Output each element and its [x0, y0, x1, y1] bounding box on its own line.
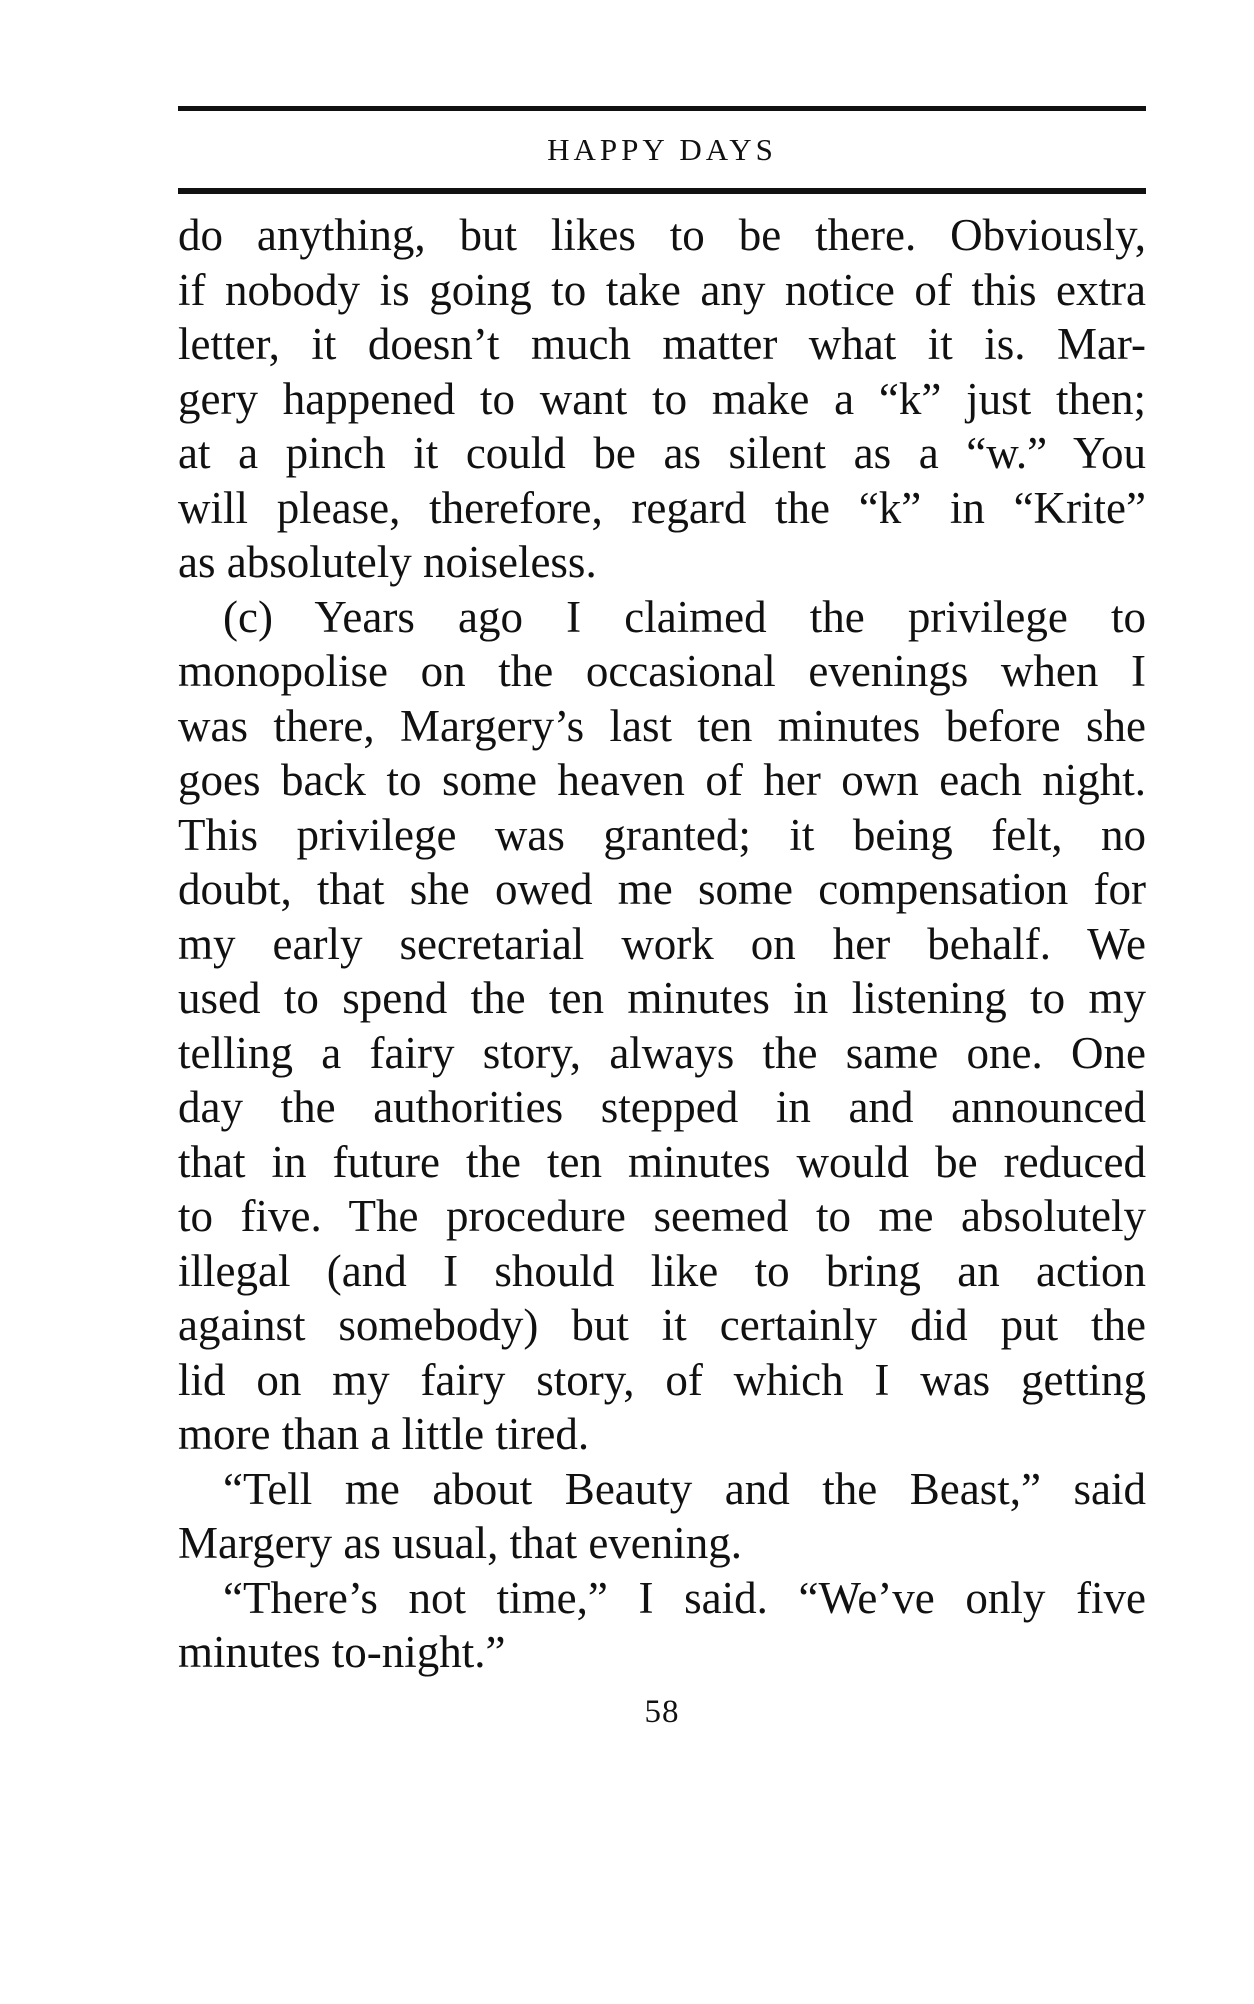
running-title: HAPPY DAYS [547, 132, 777, 167]
body-text [178, 208, 1146, 1680]
text-line: telling a fairy story, always the same one. One [178, 1027, 1146, 1078]
text-line: This privilege was granted; it being felt, no [178, 809, 1146, 860]
text-line: day the authorities stepped in and announced [178, 1082, 1146, 1132]
text-line: at a pinch it could be as silent as a “w.” You [178, 428, 1146, 478]
text-line: to five. The procedure seemed to me absolutely [178, 1191, 1146, 1241]
text-line: doubt, that she owed me some compensation for [178, 864, 1146, 914]
text-line: (c) Years ago I claimed the privilege to [223, 591, 1146, 642]
page-number: 58 [644, 1693, 680, 1730]
text-line: lid on my fairy story, of which I was getting [178, 1354, 1146, 1405]
text-line: will please, therefore, regard the “k” in “Krite” [178, 482, 1146, 533]
text-line: against somebody) but it certainly did put the [178, 1300, 1146, 1350]
text-line: goes back to some heaven of her own each night. [178, 755, 1146, 805]
text-line: was there, Margery’s last ten minutes before she [178, 700, 1146, 751]
text-line: minutes to-night.” [178, 1627, 506, 1677]
text-line: “Tell me about Beauty and the Beast,” said [223, 1463, 1146, 1514]
book-page [178, 106, 1146, 1731]
text-line: “There’s not time,” I said. “We’ve only five [223, 1572, 1146, 1623]
text-line: gery happened to want to make a “k” just then; [178, 373, 1146, 424]
text-line: as absolutely noiseless. [178, 537, 597, 587]
text-line: do anything, but likes to be there. Obviously, [178, 210, 1146, 260]
text-line: Margery as usual, that evening. [178, 1518, 743, 1568]
header-rule-bottom [178, 188, 1146, 194]
text-line: more than a little tired. [178, 1409, 590, 1459]
text-line: if nobody is going to take any notice of this extra [178, 264, 1146, 315]
text-line: monopolise on the occasional evenings when I [178, 646, 1146, 696]
text-line: used to spend the ten minutes in listening to my [178, 973, 1146, 1023]
text-line: my early secretarial work on her behalf. We [178, 918, 1146, 969]
text-line: illegal (and I should like to bring an action [178, 1245, 1146, 1296]
text-line: letter, it doesn’t much matter what it is. Mar- [178, 319, 1146, 369]
text-line: that in future the ten minutes would be reduced [178, 1136, 1146, 1187]
